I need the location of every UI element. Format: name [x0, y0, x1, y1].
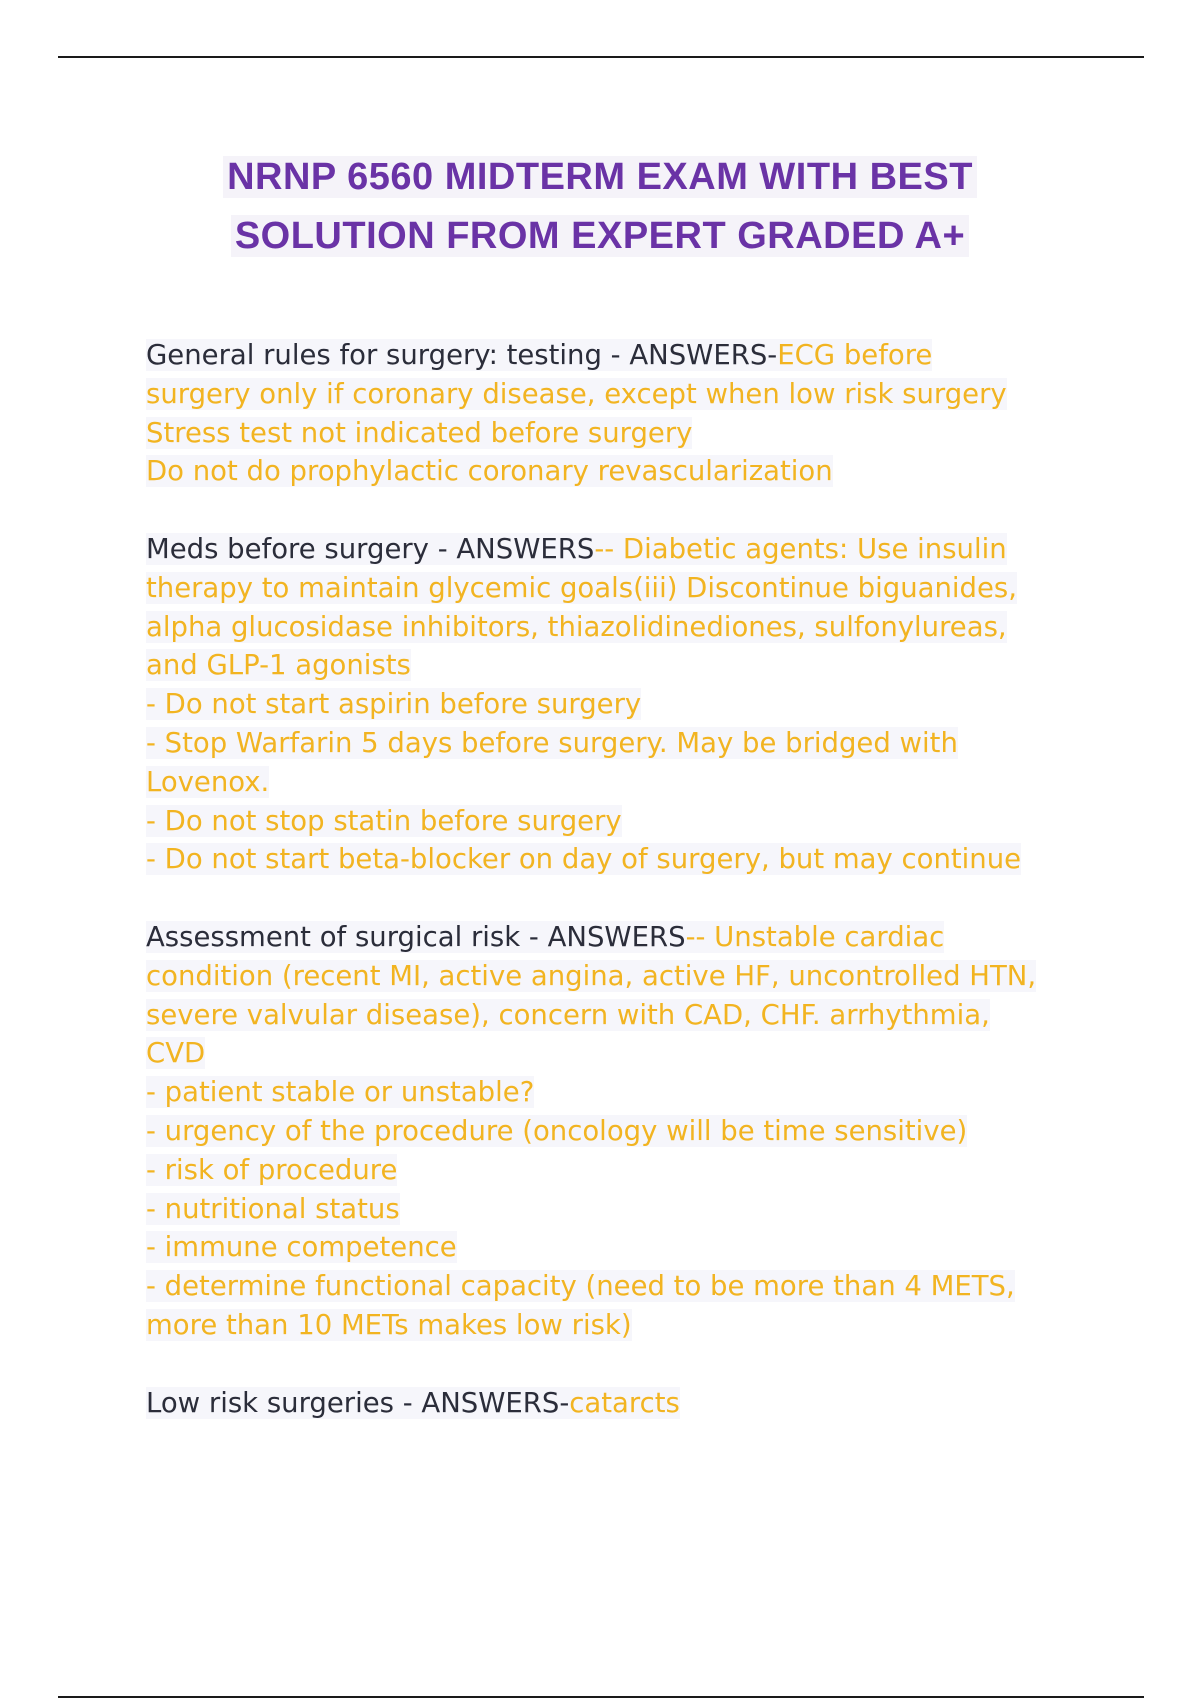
answer-text: catarcts — [569, 1386, 680, 1419]
bottom-rule — [58, 1696, 1144, 1698]
answer-line: CVD — [146, 1037, 206, 1070]
answer-text: -- Unstable cardiac — [685, 920, 945, 953]
answer-line: Do not do prophylactic coronary revascularization — [146, 455, 833, 488]
answer-line: - nutritional status — [146, 1192, 400, 1225]
answer-line: severe valvular disease), concern with CAD, CHF. arrhythmia, — [146, 998, 990, 1031]
answer-line: and GLP-1 agonists — [146, 649, 411, 682]
question-text: Low risk surgeries - ANSWERS- — [146, 1386, 570, 1419]
answer-line: - urgency of the procedure (oncology will be time sensitive) — [146, 1114, 968, 1147]
answer-line: - determine functional capacity (need to be more than 4 METS, — [146, 1270, 1015, 1303]
qa-entry-low-risk — [146, 1384, 1086, 1423]
question-text: Meds before surgery - ANSWERS — [146, 532, 595, 565]
qa-first-line — [146, 336, 1086, 375]
answer-line: surgery only if coronary disease, except when low risk surgery — [146, 377, 1007, 410]
answer-line: - Stop Warfarin 5 days before surgery. May be bridged with — [146, 726, 958, 759]
qa-first-line — [146, 1384, 1086, 1423]
answer-line: - immune competence — [146, 1231, 457, 1264]
question-text: Assessment of surgical risk - ANSWERS — [146, 920, 686, 953]
document-body — [146, 336, 1086, 1461]
question-text: General rules for surgery: testing - ANSWERS- — [146, 339, 778, 371]
answer-line: - Do not start aspirin before surgery — [146, 688, 642, 721]
answer-line: Lovenox. — [146, 765, 270, 798]
answer-text: -- Diabetic agents: Use insulin — [594, 532, 1007, 565]
answer-line: - Do not stop statin before surgery — [146, 804, 622, 837]
title-line-2: SOLUTION FROM EXPERT GRADED A+ — [231, 215, 969, 257]
answer-line: more than 10 METs makes low risk) — [146, 1308, 632, 1341]
answer-line: therapy to maintain glycemic goals(iii) Discontinue biguanides, — [146, 571, 1017, 604]
document-title — [0, 148, 1200, 266]
answer-line: alpha glucosidase inhibitors, thiazolidinediones, sulfonylureas, — [146, 610, 1007, 643]
answer-line: - Do not start beta-blocker on day of surgery, but may continue — [146, 843, 1022, 876]
answer-line: - risk of procedure — [146, 1153, 398, 1186]
qa-entry-testing — [146, 336, 1086, 491]
qa-entry-meds — [146, 530, 1086, 879]
answer-line: - patient stable or unstable? — [146, 1076, 535, 1109]
qa-first-line — [146, 530, 1086, 569]
answer-line: Stress test not indicated before surgery — [146, 416, 693, 449]
qa-entry-surgical-risk — [146, 918, 1086, 1345]
qa-first-line — [146, 918, 1086, 957]
top-rule — [58, 56, 1144, 58]
answer-line: condition (recent MI, active angina, active HF, uncontrolled HTN, — [146, 959, 1037, 992]
title-line-1: NRNP 6560 MIDTERM EXAM WITH BEST — [223, 156, 977, 198]
answer-text: ECG before — [777, 339, 933, 371]
